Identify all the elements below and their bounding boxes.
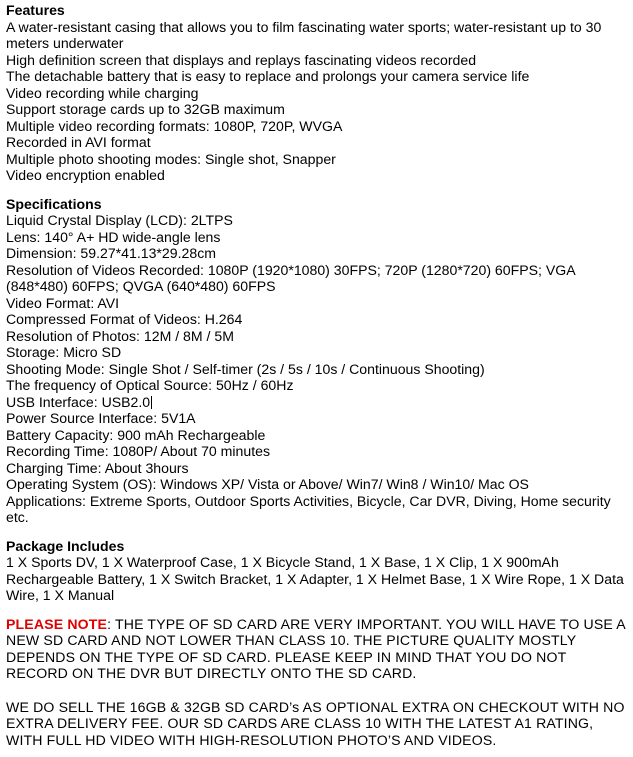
spec-item: Compressed Format of Videos: H.264 — [6, 311, 243, 327]
spec-item: Video Format: AVI — [6, 294, 120, 311]
section-spacer — [6, 526, 630, 538]
sd-card-offer: WE DO SELL THE 16GB & 32GB SD CARD’s AS OPTIONAL EXTRA ON CHECKOUT WITH NO EXTRA DELIVERY FEE. OUR SD CARDS ARE CLASS 10 WITH THE LATEST A1 RATING, WITH FULL HD VIDEO WITH HIGH-RESOLUTION PHOTO’S AND VIDEOS. — [6, 698, 625, 748]
spec-item: Shooting Mode: Single Shot / Self-timer (2s / 5s / 10s / Continuous Shooting) — [6, 360, 485, 377]
specifications-section — [6, 196, 630, 526]
feature-item: Multiple photo shooting modes: Single shot, Snapper — [6, 150, 336, 167]
notice-label: PLEASE NOTE — [6, 615, 108, 632]
spec-item: Operating System (OS): Windows XP/ Vista or Above/ Win7/ Win8 / Win10/ Mac OS — [6, 476, 529, 492]
spec-item-usb-text: USB Interface: USB2.0 — [6, 393, 151, 410]
feature-item: Multiple video recording formats: 1080P, 720P, WVGA — [6, 117, 343, 134]
feature-item: Support storage cards up to 32GB maximum — [6, 101, 285, 117]
text-cursor — [151, 396, 152, 409]
notice-text: : THE TYPE OF SD CARD ARE VERY IMPORTANT. YOU WILL HAVE TO USE A NEW SD CARD AND NOT LOWER THAN CLASS 10. THE PICTURE QUALITY MOSTLY DEPENDS ON THE TYPE OF SD CARD. PLEASE KEEP IN MIND THAT YOU DO NOT RECORD ON THE DVR BUT DIRECTLY ONTO THE SD CARD. — [6, 615, 626, 681]
features-heading: Features — [6, 2, 65, 18]
features-section — [6, 2, 630, 184]
feature-item: High definition screen that displays and replays fascinating videos recorded — [6, 51, 477, 68]
section-spacer — [6, 184, 630, 196]
feature-item: The detachable battery that is easy to replace and prolongs your camera service life — [6, 68, 530, 84]
section-spacer — [6, 682, 630, 699]
spec-item: Lens: 140° A+ HD wide-angle lens — [6, 228, 221, 245]
feature-item: Video encryption enabled — [6, 167, 165, 183]
spec-item: Charging Time: About 3hours — [6, 459, 189, 476]
package-heading: Package Includes — [6, 537, 125, 554]
spec-item: Resolution of Photos: 12M / 8M / 5M — [6, 327, 234, 344]
feature-item: Recorded in AVI format — [6, 134, 151, 150]
package-section — [6, 538, 630, 604]
sd-card-notice — [6, 616, 630, 682]
feature-item: Video recording while charging — [6, 84, 199, 101]
spec-item: Power Source Interface: 5V1A — [6, 410, 196, 426]
section-spacer — [6, 604, 630, 616]
spec-item: The frequency of Optical Source: 50Hz / 60Hz — [6, 377, 294, 393]
specifications-heading: Specifications — [6, 195, 102, 212]
spec-item: Liquid Crystal Display (LCD): 2LTPS — [6, 212, 233, 228]
spec-item: Recording Time: 1080P/ About 70 minutes — [6, 443, 271, 459]
spec-item: Resolution of Videos Recorded: 1080P (1920*1080) 30FPS; 720P (1280*720) 60FPS; VGA (848*480) 60FPS; QVGA (640*480) 60FPS — [6, 261, 575, 294]
spec-item-usb — [6, 394, 630, 411]
spec-item: Storage: Micro SD — [6, 344, 122, 360]
spec-item: Battery Capacity: 900 mAh Rechargeable — [6, 426, 266, 443]
spec-item: Applications: Extreme Sports, Outdoor Sports Activities, Bicycle, Car DVR, Diving, Home security etc. — [6, 492, 611, 525]
feature-item: A water-resistant casing that allows you to film fascinating water sports; water-resistant up to 30 meters underwater — [6, 18, 602, 51]
spec-item: Dimension: 59.27*41.13*29.28cm — [6, 245, 216, 261]
package-contents: 1 X Sports DV, 1 X Waterproof Case, 1 X Bicycle Stand, 1 X Base, 1 X Clip, 1 X 900mAh Rechargeable Battery, 1 X Switch Bracket, 1 X Adapter, 1 X Helmet Base, 1 X Wire Rope, 1 X Data Wire, 1 X Manual — [6, 554, 624, 603]
product-description — [6, 2, 630, 748]
